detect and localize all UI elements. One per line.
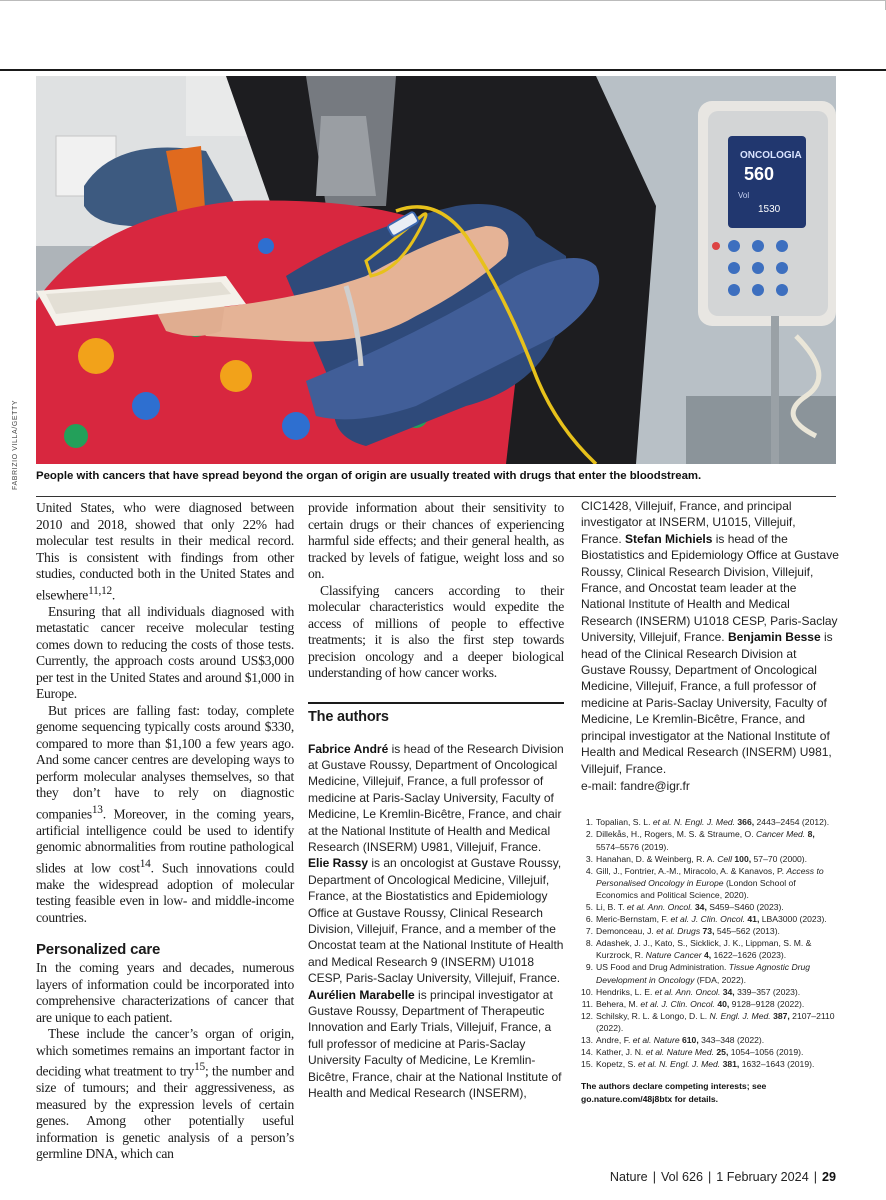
pump-screen-line3: Vol <box>738 191 750 200</box>
chemotherapy-photo-illustration <box>36 76 836 464</box>
article-photo <box>36 76 836 464</box>
author-email: e-mail: fandre@igr.fr <box>581 778 690 793</box>
reference-item: 5. Li, B. T. et al. Ann. Oncol. 34, S459–S460 (2023). <box>585 901 784 912</box>
reference-item: 3. Hanahan, D. & Weinberg, R. A. Cell 100, 57–70 (2000). <box>585 853 808 864</box>
author-name: Aurélien Marabelle <box>308 987 415 1002</box>
photo-caption: People with cancers that have spread beyond the organ of origin are usually treated with drugs that enter the bloodstream. <box>36 470 702 482</box>
pump-screen-line4: 1530 <box>758 204 781 215</box>
caption-rule <box>36 496 836 497</box>
competing-interests-note: The authors declare competing interests; see go.nature.com/48j8btx for details. <box>581 1081 767 1104</box>
journal-name: Nature <box>609 1170 648 1184</box>
author-name: Fabrice André <box>308 741 389 756</box>
reference-item: 9. US Food and Drug Administration. Tissue Agnostic Drug Development in Oncology (FDA, 2022). <box>585 962 811 985</box>
body-column-2 <box>308 500 564 1101</box>
reference-item: 6. Meric-Bernstam, F. et al. J. Clin. Oncol. 41, LBA3000 (2023). <box>585 914 827 925</box>
page-number: 29 <box>821 1170 836 1184</box>
author-bios-continued: CIC1428, Villejuif, France, and principal investigator at INSERM, U1015, Villejuif, France. Stefan Michiels is head of the Biostatistics and Epidemiology Office at Gustave Roussy, Clinical Research Division, Villejuif, France, and Oncostat team leader at the National Institute of Health and Medical Research (INSERM) U1018 CESP, Paris-Saclay University, Villejuif, France. Benjamin Besse is head of the Clinical Research Division at Gustave Roussy, Department of Oncological Medicine, Villejuif, France, a full professor of medicine at Paris-Saclay University, Faculty of Medicine, Le Kremlin-Bicêtre, France, and principal investigator at the National Institute of Health and Medical Research (INSERM) U981, Villejuif, France. <box>581 499 839 776</box>
authors-heading: The authors <box>308 708 389 725</box>
footer-separator: | <box>652 1170 656 1184</box>
paragraph: These include the cancer’s organ of origin, which sometimes remains an important factor in deciding what treatment to try$^{15}$; the number and size of tumours; and their aggressiveness, as measured by the expression levels of certain genes. Among other potentially useful information is genetic analysis of a person’s germline DNA, which can <box>36 1026 294 1162</box>
paragraph: provide information about their sensitivity to certain drugs or their chances of experiencing harmful side effects; and their general health, as tracked by levels of fatigue, weight loss and so on. <box>308 500 564 581</box>
header-rule <box>0 69 886 71</box>
pump-screen-line1: ONCOLOGIA <box>740 150 802 161</box>
journal-volume: Vol 626 <box>660 1170 703 1184</box>
page-footer <box>610 1170 836 1184</box>
reference-item: 10. Hendriks, L. E. et al. Ann. Oncol. 34, 339–357 (2023). <box>581 986 801 997</box>
authors-rule <box>308 702 564 704</box>
reference-item: 15. Kopetz, S. et al. N. Engl. J. Med. 381, 1632–1643 (2019). <box>581 1059 815 1070</box>
section-heading: Personalized care <box>36 941 161 959</box>
reference-item: 11. Behera, M. et al. J. Clin. Oncol. 40, 9128–9128 (2022). <box>581 998 805 1009</box>
reference-list <box>581 816 839 1070</box>
author-name: Elie Rassy <box>308 856 369 871</box>
photo-credit: FABRIZIO VILLA/GETTY <box>12 399 19 490</box>
paragraph: But prices are falling fast: today, complete genome sequencing typically costs around $330, compared to more than $1,100 a few years ago. And some cancer centres are developing ways to perform molecular analyses themselves, so that they don’t have to rely on diagnostic companies$^{13}$. Moreover, in the coming years, artificial intelligence could be used to identify genomic abnormalities from routine pathological slides at low cost$^{14}$. Such innovations could make the widespread adoption of molecular testing feasible even in low- and middle-income countries. <box>36 702 295 925</box>
citation-ref: 11,12 <box>88 584 112 597</box>
reference-item: 12. Schilsky, R. L. & Longo, D. L. N. Engl. J. Med. 387, 2107–2110 (2022). <box>581 1010 835 1033</box>
reference-item: 14. Kather, J. N. et al. Nature Med. 25, 1054–1056 (2019). <box>581 1047 804 1058</box>
page-top-frame <box>0 0 886 10</box>
author-bios: Fabrice André is head of the Research Division at Gustave Roussy, Department of Oncological Medicine, Villejuif, France, a full professor of medicine at Paris-Saclay University, Faculty of Medicine, Le Kremlin-Bicêtre, France, and chair at the National Institute of Health and Medical Research (INSERM) U981, Villejuif, France. Elie Rassy is an oncologist at Gustave Roussy, Department of Oncological Medicine, Villejuif, France, at the Biostatistics and Epidemiology Office at Gustave Roussy, Clinical Research Division, Villejuif, France, and a member of the Oncostat team at the National Institute of Health and Medical Research 9 (INSERM) U1018 CESP, Paris-Saclay University, Villejuif, France. Aurélien Marabelle is principal investigator at Gustave Roussy, Department of Therapeutic Innovation and Early Trials, Villejuif, France, a full professor of medicine at Paris-Saclay University Faculty of Medicine, Le Kremlin-Bicêtre, France, chair at the National Institute of Health and Medical Research (INSERM), <box>308 741 564 1101</box>
footer-separator: | <box>813 1170 817 1184</box>
paragraph: In the coming years and decades, numerous layers of information could be incorporated into comprehensive characterizations of cancer that are unique to each patient. <box>36 960 294 1025</box>
body-column-1 <box>36 500 294 1163</box>
footer-separator: | <box>708 1170 712 1184</box>
author-name: Benjamin Besse <box>727 630 821 645</box>
paragraph: United States, who were diagnosed between 2010 and 2018, showed that only 22% had molecular test results in their medical record. This is consistent with findings from other studies, conducted both in the United States and elsewhere$^{11,12}$. <box>36 500 294 603</box>
citation-ref: 14 <box>139 857 151 870</box>
reference-item: 13. Andre, F. et al. Nature 610, 343–348 (2022). <box>581 1035 765 1045</box>
reference-item: 8. Adashek, J. J., Kato, S., Sicklick, J. K., Lippman, S. M. & Kurzrock, R. Nature Cancer 4, 1622–1626 (2023). <box>585 938 812 961</box>
citation-ref: 15 <box>194 1061 205 1074</box>
author-name: Stefan Michiels <box>625 531 713 546</box>
issue-date: 1 February 2024 <box>716 1170 809 1184</box>
body-column-3 <box>581 498 839 1105</box>
paragraph: Classifying cancers according to their molecular characteristics would expedite the access of millions of people to effective treatments; it is also the first step towards precision oncology and a deeper biological understanding of how cancer works. <box>308 582 564 680</box>
paragraph: Ensuring that all individuals diagnosed with metastatic cancer receive molecular testing comes down to reducing the costs of those tests. Currently, the approach costs around US$3,000 per test in the United States and around $1,000 in Europe. <box>36 603 294 702</box>
reference-item: 2. Dillekås, H., Rogers, M. S. & Straume, O. Cancer Med. 8, 5574–5576 (2019). <box>585 829 815 852</box>
reference-item: 7. Demonceau, J. et al. Drugs 73, 545–562 (2013). <box>585 926 780 937</box>
citation-ref: 13 <box>91 803 103 816</box>
reference-item: 1. Topalian, S. L. et al. N. Engl. J. Med. 366, 2443–2454 (2012). <box>585 817 830 828</box>
reference-item: 4. Gill, J., Fontrier, A.-M., Miracolo, A. & Kanavos, P. Access to Personalised Oncology in Europe (London School of Economics and Political Science, 2020). <box>585 865 824 900</box>
pump-screen-line2: 560 <box>744 164 775 184</box>
